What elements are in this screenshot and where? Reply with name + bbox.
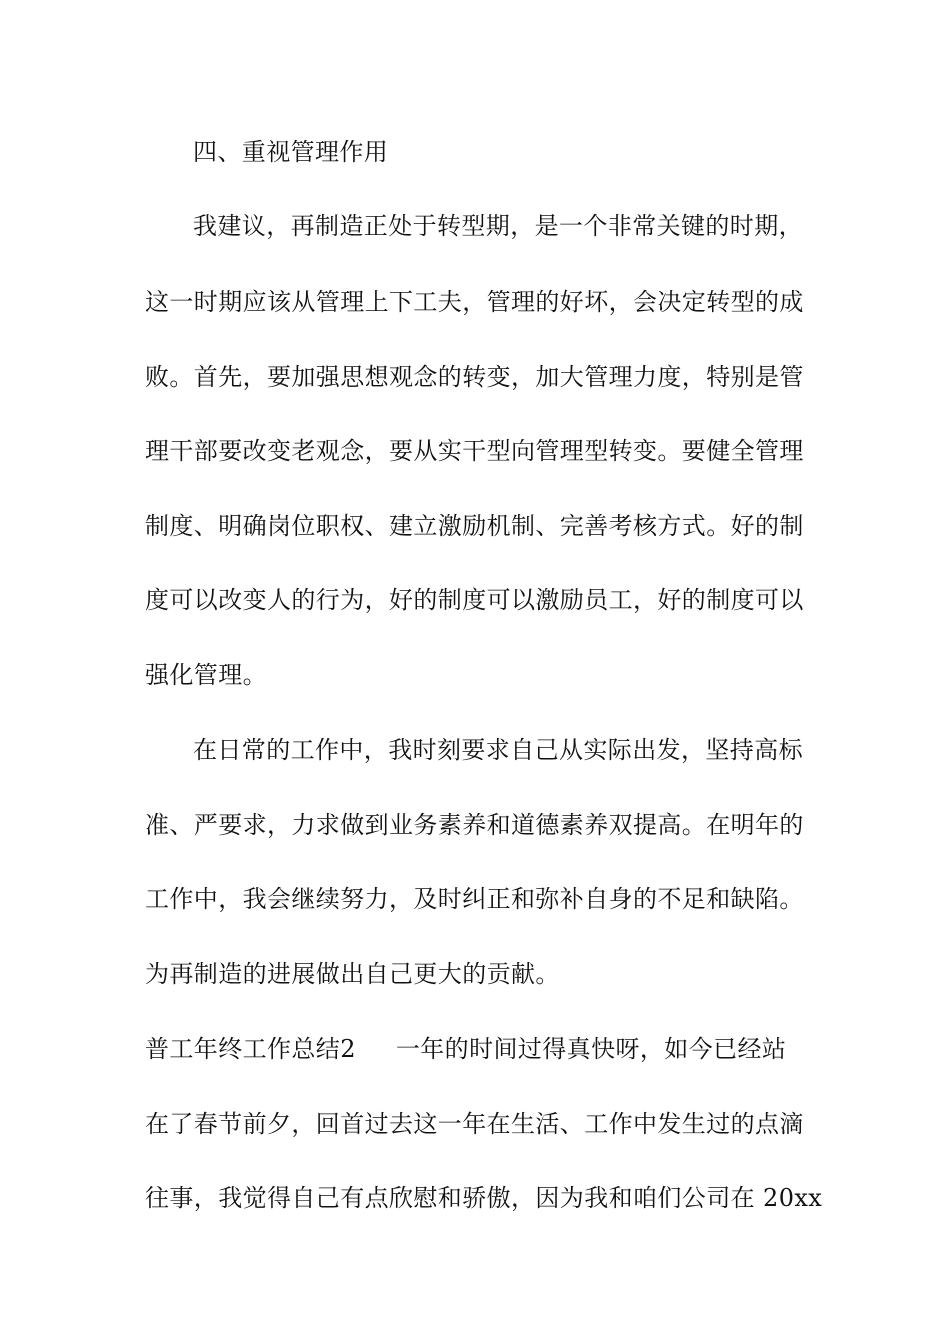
paragraph-line: 在了春节前夕，回首过去这一年在生活、工作中发生过的点滴: [145, 1110, 804, 1138]
paragraph-line: 理干部要改变老观念，要从实干型向管理型转变。要健全管理: [145, 437, 804, 465]
paragraph-line: 工作中，我会继续努力，及时纠正和弥补自身的不足和缺陷。: [145, 885, 804, 913]
paragraph-line: 强化管理。: [145, 661, 267, 689]
paragraph-line: 制度、明确岗位职权、建立激励机制、完善考核方式。好的制: [145, 512, 804, 540]
section-title-line: [145, 1033, 825, 1065]
paragraph-line: 败。首先，要加强思想观念的转变，加大管理力度，特别是管: [145, 363, 804, 391]
paragraph-line: 为再制造的进展做出自己更大的贡献。: [145, 960, 560, 988]
paragraph-line: 我建议，再制造正处于转型期，是一个非常关键的时期，: [193, 212, 803, 240]
section-heading: 四、重视管理作用: [193, 138, 389, 166]
paragraph-line: 准、严要求，力求做到业务素养和道德素养双提高。在明年的: [145, 811, 804, 839]
section-title: 普工年终工作总结2: [145, 1035, 356, 1063]
paragraph-line: 一年的时间过得真快呀，如今已经站: [395, 1035, 787, 1063]
paragraph-line: 往事，我觉得自己有点欣慰和骄傲，因为我和咱们公司在 20xx: [145, 1184, 823, 1212]
paragraph-line: 度可以改变人的行为，好的制度可以激励员工，好的制度可以: [145, 586, 804, 614]
paragraph-line: 在日常的工作中，我时刻要求自己从实际出发，坚持高标: [193, 736, 803, 764]
paragraph-line: 这一时期应该从管理上下工夫，管理的好坏，会决定转型的成: [145, 288, 804, 316]
